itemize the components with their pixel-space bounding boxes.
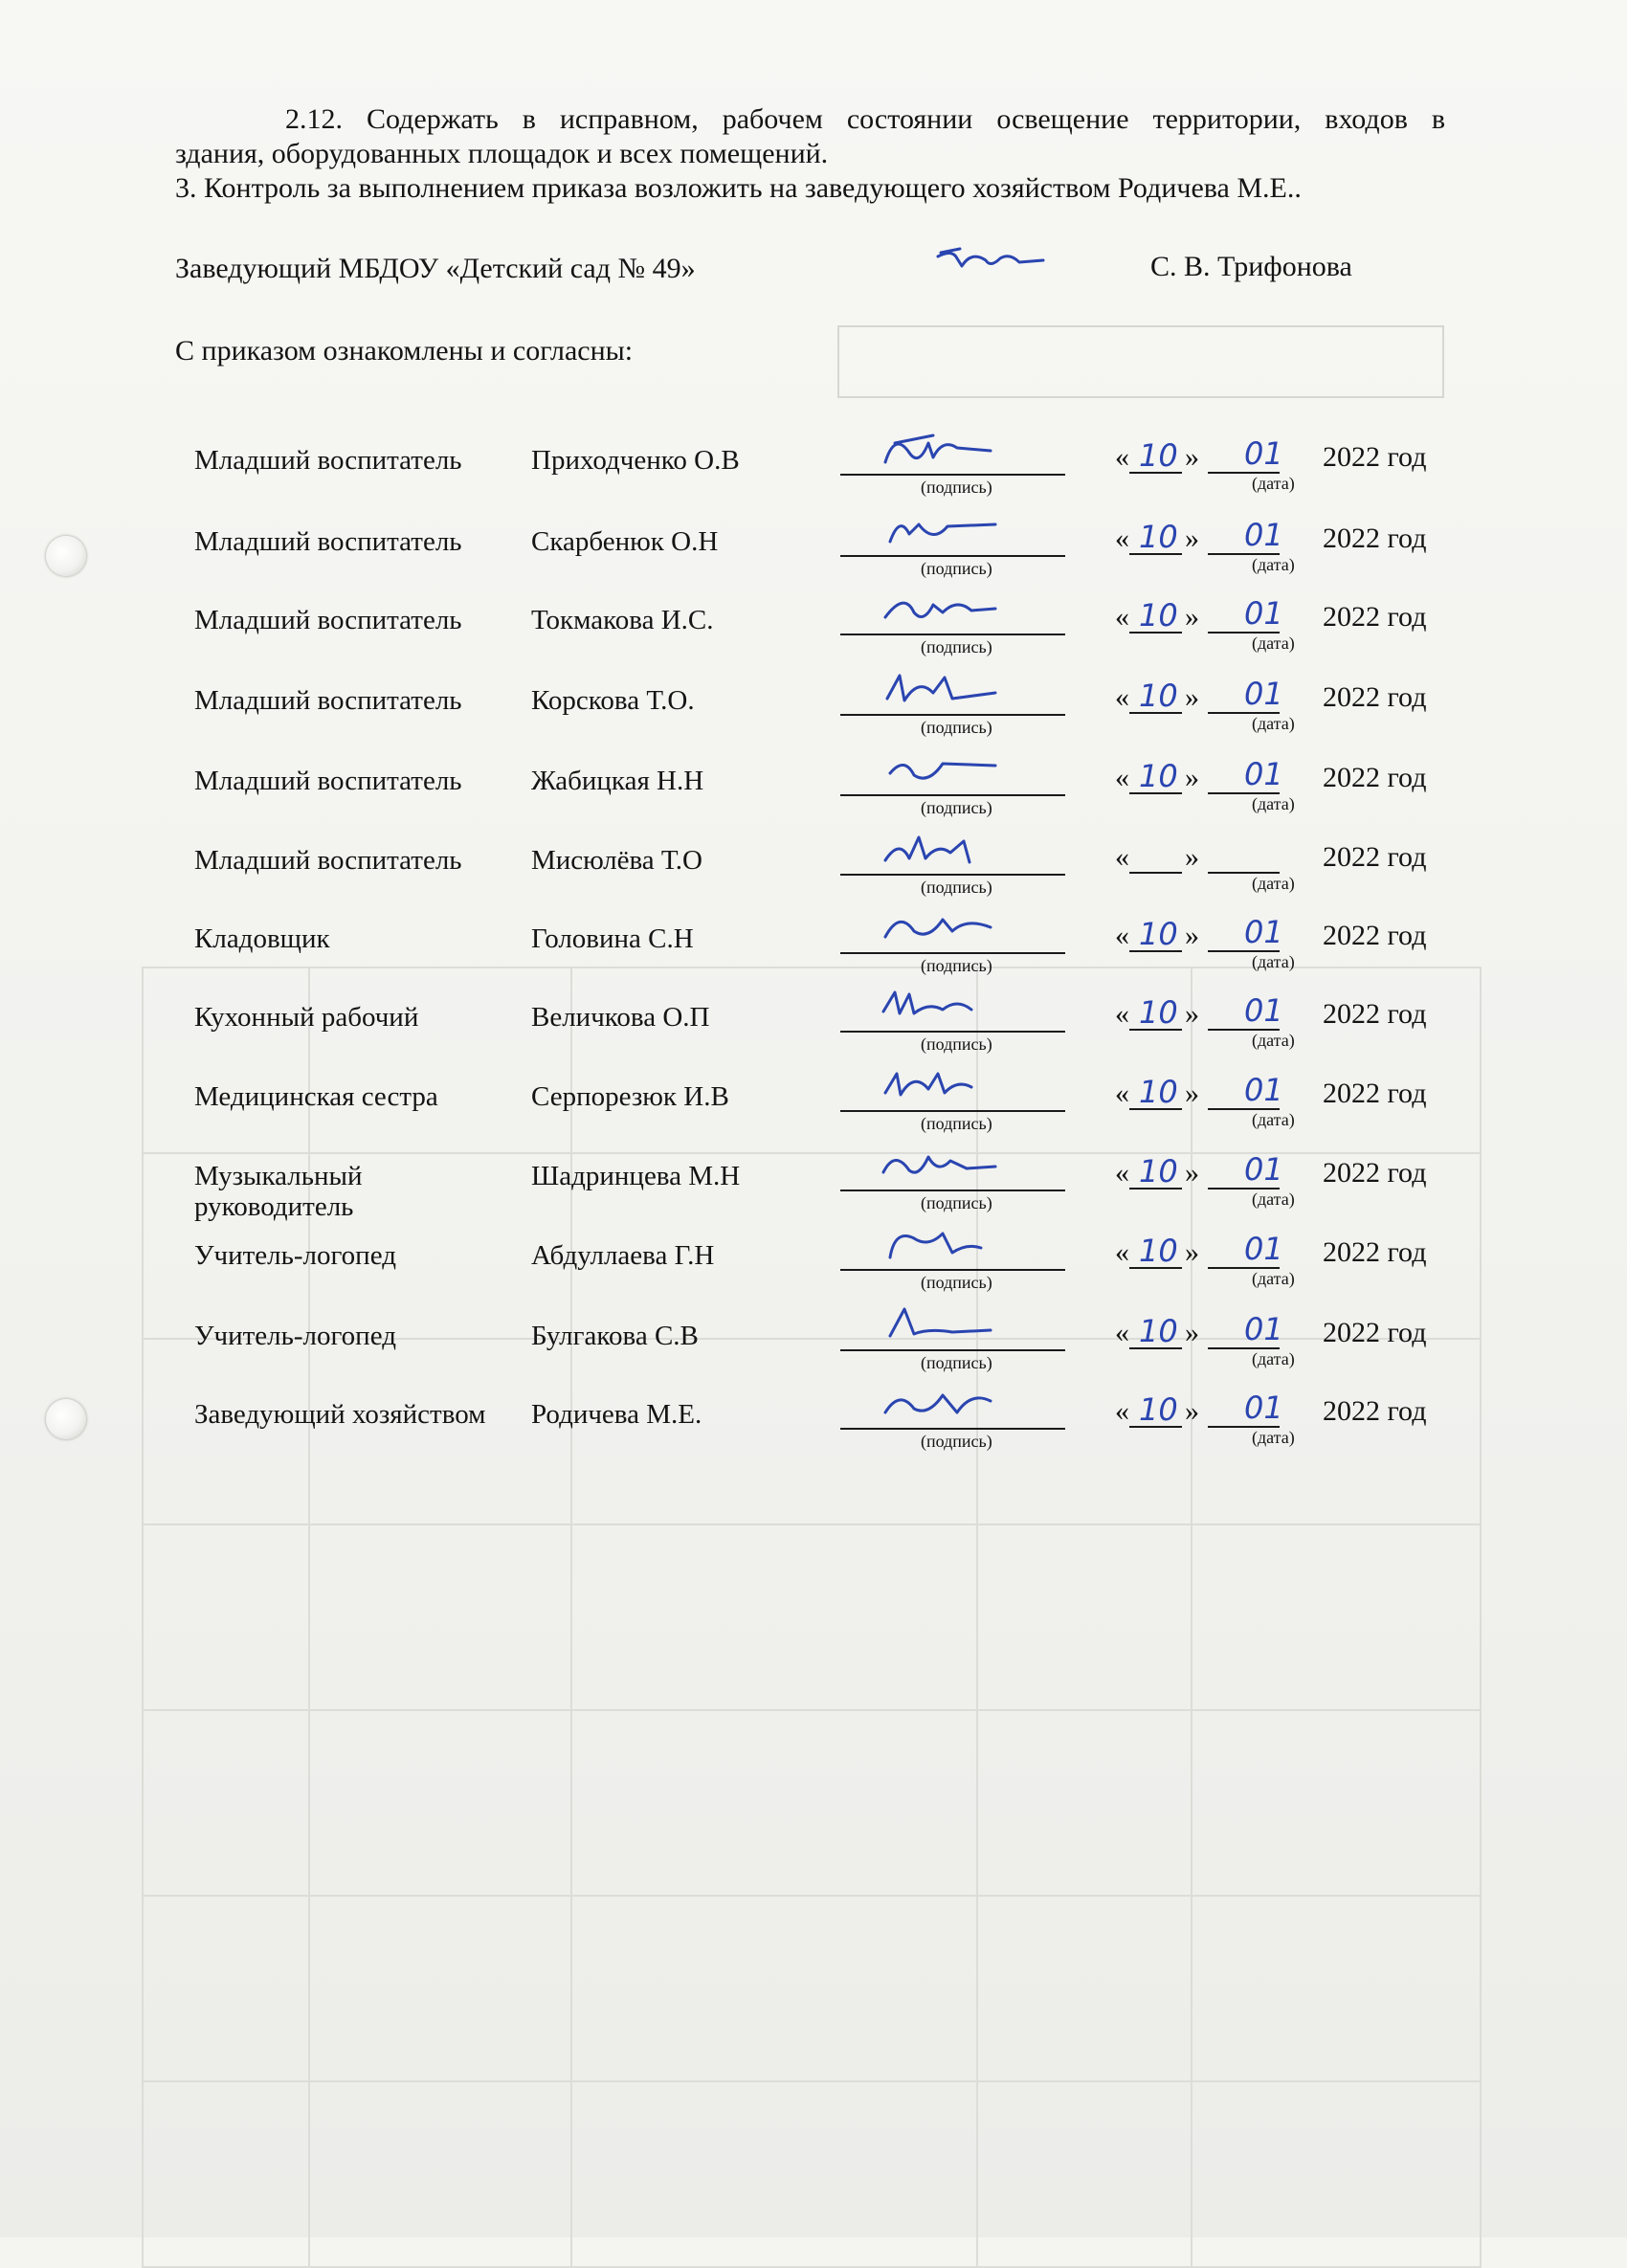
date-month: 01 <box>1244 756 1283 792</box>
handwritten-signature-icon <box>876 1060 1000 1118</box>
year-suffix: 2022 год <box>1323 762 1427 793</box>
date-day: 10 <box>1139 994 1178 1031</box>
date-day: 10 <box>1139 1153 1178 1190</box>
quote-close: » <box>1185 998 1199 1030</box>
quote-close: » <box>1185 441 1199 473</box>
quote-open: « <box>1115 998 1129 1030</box>
signature-caption: (подпись) <box>921 1353 992 1372</box>
quote-close: » <box>1185 841 1199 873</box>
signature-caption: (подпись) <box>921 1193 992 1212</box>
quote-close: » <box>1185 1078 1199 1109</box>
signature-caption: (подпись) <box>921 559 992 578</box>
date-caption: (дата) <box>1252 952 1295 971</box>
quote-open: « <box>1115 523 1129 554</box>
quote-open: « <box>1115 681 1129 713</box>
handwritten-signature-icon <box>876 902 1000 960</box>
row-name: Жабицкая Н.Н <box>531 766 704 796</box>
row-name: Головина С.Н <box>531 923 694 954</box>
date-day: 10 <box>1139 1074 1178 1110</box>
year-suffix: 2022 год <box>1323 681 1427 713</box>
head-name: С. В. Трифонова <box>1150 251 1352 282</box>
row-role: Младший воспитатель <box>194 766 462 796</box>
date-month: 01 <box>1244 1390 1283 1426</box>
row-role: Заведующий хозяйством <box>194 1399 486 1430</box>
year-suffix: 2022 год <box>1323 1317 1427 1348</box>
quote-open: « <box>1115 1078 1129 1109</box>
year-suffix: 2022 год <box>1323 1236 1427 1268</box>
quote-open: « <box>1115 1395 1129 1427</box>
handwritten-signature-icon <box>876 505 1000 563</box>
date-caption: (дата) <box>1252 1031 1295 1050</box>
quote-open: « <box>1115 920 1129 951</box>
quote-open: « <box>1115 841 1129 873</box>
year-suffix: 2022 год <box>1323 920 1427 951</box>
quote-open: « <box>1115 1157 1129 1189</box>
date-caption: (дата) <box>1252 1349 1295 1368</box>
signature-caption: (подпись) <box>921 1273 992 1292</box>
year-suffix: 2022 год <box>1323 441 1427 473</box>
row-name: Токмакова И.С. <box>531 605 714 635</box>
date-caption: (дата) <box>1252 634 1295 653</box>
row-name: Скарбенюк О.Н <box>531 526 719 557</box>
row-name: Родичева М.Е. <box>531 1399 702 1430</box>
punch-hole-top <box>46 536 86 576</box>
row-name: Приходченко О.В <box>531 445 740 476</box>
row-role: Учитель-логопед <box>194 1240 396 1271</box>
row-name: Корскова Т.О. <box>531 685 695 716</box>
handwritten-signature-icon <box>876 1219 1000 1277</box>
handwritten-signature-icon <box>876 1378 1000 1435</box>
year-suffix: 2022 год <box>1323 1157 1427 1189</box>
signature-caption: (подпись) <box>921 878 992 897</box>
handwritten-signature-icon <box>876 584 1000 641</box>
row-role: Кухонный рабочий <box>194 1002 419 1033</box>
handwritten-signature-icon <box>876 1140 1000 1197</box>
head-position: Заведующий МБДОУ «Детский сад № 49» <box>175 253 696 284</box>
row-role: Младший воспитатель <box>194 445 462 476</box>
year-suffix: 2022 год <box>1323 841 1427 873</box>
row-role: Медицинская сестра <box>194 1081 438 1112</box>
signature-caption: (подпись) <box>921 478 992 497</box>
date-month: 01 <box>1244 676 1283 712</box>
quote-close: » <box>1185 681 1199 713</box>
date-month-line <box>1208 843 1280 874</box>
date-day: 10 <box>1139 678 1178 714</box>
row-name: Шадринцева М.Н <box>531 1161 741 1191</box>
quote-close: » <box>1185 601 1199 633</box>
date-day: 10 <box>1139 1233 1178 1269</box>
row-role: Младший воспитатель <box>194 605 462 635</box>
quote-close: » <box>1185 523 1199 554</box>
paragraph-2-12-line1: 2.12. Содержать в исправном, рабочем состоянии освещение территории, входов в <box>285 103 1445 135</box>
handwritten-signature-icon <box>876 424 1000 481</box>
handwritten-signature-icon <box>876 1300 1000 1357</box>
date-day: 10 <box>1139 519 1178 555</box>
date-month: 01 <box>1244 435 1283 472</box>
row-name: Булгакова С.В <box>531 1321 699 1351</box>
date-day: 10 <box>1139 437 1178 474</box>
quote-open: « <box>1115 762 1129 793</box>
quote-close: » <box>1185 762 1199 793</box>
date-caption: (дата) <box>1252 1110 1295 1129</box>
quote-open: « <box>1115 1236 1129 1268</box>
row-name: Величкова О.П <box>531 1002 710 1033</box>
row-name: Абдуллаева Г.Н <box>531 1240 715 1271</box>
quote-close: » <box>1185 1236 1199 1268</box>
date-month: 01 <box>1244 1072 1283 1108</box>
date-month: 01 <box>1244 595 1283 632</box>
quote-close: » <box>1185 1395 1199 1427</box>
signature-caption: (подпись) <box>921 1034 992 1054</box>
date-caption: (дата) <box>1252 1190 1295 1209</box>
year-suffix: 2022 год <box>1323 1395 1427 1427</box>
row-name: Серпорезюк И.В <box>531 1081 729 1112</box>
date-day: 10 <box>1139 597 1178 634</box>
date-month: 01 <box>1244 992 1283 1029</box>
signature-caption: (подпись) <box>921 956 992 975</box>
signature-caption: (подпись) <box>921 798 992 817</box>
row-role: Младший воспитатель <box>194 845 462 876</box>
date-month: 01 <box>1244 1151 1283 1188</box>
quote-close: » <box>1185 920 1199 951</box>
row-role: Младший воспитатель <box>194 526 462 557</box>
signature-caption: (подпись) <box>921 718 992 737</box>
bleed-through-box <box>837 325 1444 398</box>
head-signature-icon <box>933 239 1048 278</box>
handwritten-signature-icon <box>876 824 1000 881</box>
date-month: 01 <box>1244 1311 1283 1347</box>
date-caption: (дата) <box>1252 714 1295 733</box>
date-caption: (дата) <box>1252 794 1295 813</box>
paragraph-2-12-line2: здания, оборудованных площадок и всех помещений. <box>175 138 829 169</box>
year-suffix: 2022 год <box>1323 523 1427 554</box>
signature-caption: (подпись) <box>921 637 992 656</box>
row-role: Учитель-логопед <box>194 1321 396 1351</box>
handwritten-signature-icon <box>876 981 1000 1038</box>
date-day: 10 <box>1139 758 1178 794</box>
quote-close: » <box>1185 1317 1199 1348</box>
handwritten-signature-icon <box>876 664 1000 722</box>
quote-open: « <box>1115 601 1129 633</box>
date-caption: (дата) <box>1252 874 1295 893</box>
date-caption: (дата) <box>1252 1269 1295 1288</box>
signature-caption: (подпись) <box>921 1432 992 1451</box>
date-caption: (дата) <box>1252 474 1295 493</box>
row-name: Мисюлёва Т.О <box>531 845 702 876</box>
date-day: 10 <box>1139 1391 1178 1428</box>
handwritten-signature-icon <box>876 745 1000 802</box>
year-suffix: 2022 год <box>1323 998 1427 1030</box>
row-role: Музыкальный руководитель <box>194 1161 363 1222</box>
quote-open: « <box>1115 441 1129 473</box>
year-suffix: 2022 год <box>1323 1078 1427 1109</box>
date-caption: (дата) <box>1252 1428 1295 1447</box>
paragraph-3: 3. Контроль за выполнением приказа возложить на заведующего хозяйством Родичева М.Е.. <box>175 172 1302 204</box>
date-day: 10 <box>1139 1313 1178 1349</box>
signature-caption: (подпись) <box>921 1114 992 1133</box>
date-month: 01 <box>1244 517 1283 553</box>
date-caption: (дата) <box>1252 555 1295 574</box>
date-month: 01 <box>1244 914 1283 950</box>
date-day: 10 <box>1139 916 1178 952</box>
date-day-line <box>1129 843 1182 874</box>
row-role: Младший воспитатель <box>194 685 462 716</box>
quote-close: » <box>1185 1157 1199 1189</box>
acquainted-heading: С приказом ознакомлены и согласны: <box>175 335 634 367</box>
punch-hole-bottom <box>46 1399 86 1439</box>
date-month: 01 <box>1244 1231 1283 1267</box>
quote-open: « <box>1115 1317 1129 1348</box>
row-role: Кладовщик <box>194 923 330 954</box>
year-suffix: 2022 год <box>1323 601 1427 633</box>
